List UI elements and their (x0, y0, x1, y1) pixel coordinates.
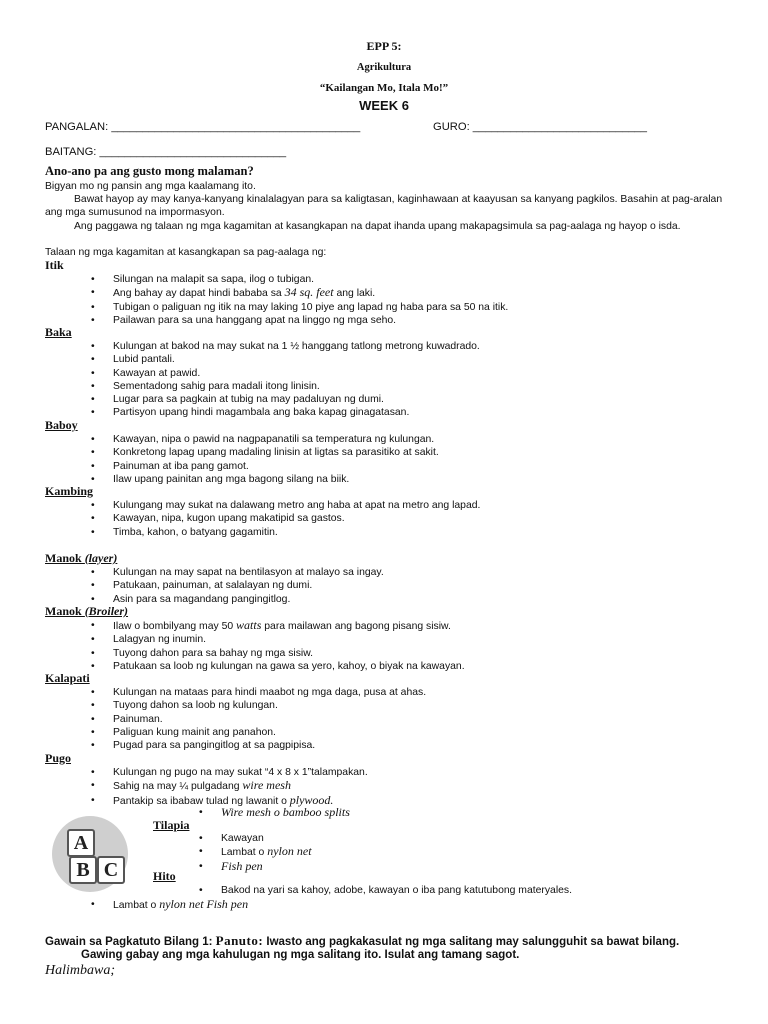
kalapati-list (113, 686, 426, 752)
list-item: • Ilaw upang painitan ang mga bagong silang na biik. (113, 473, 439, 486)
section-manok-layer-title: Manok (layer) (45, 551, 118, 565)
list-item: • Wire mesh o bamboo splits (221, 806, 350, 820)
list-item: • Sahig na may ¼ pulgadang wire mesh (113, 779, 368, 793)
list-item: • Lubid pantali. (113, 353, 480, 366)
block-b: B (69, 856, 97, 884)
abc-blocks-icon (52, 816, 128, 892)
list-item: • Ang bahay ay dapat hindi bababa sa 34 sq. feet ang laki. (113, 286, 508, 300)
list-item: • Tuyong dahon para sa bahay ng mga sisiw. (113, 647, 465, 660)
section-kambing-title: Kambing (45, 484, 94, 498)
list-item: • Sementadong sahig para madali itong linisin. (113, 380, 480, 393)
list-item: • Patukaan, painuman, at salalayan ng dumi. (113, 579, 384, 592)
section-baboy-title: Baboy (45, 418, 78, 432)
list-item: • Kawayan, nipa o pawid na nagpapanatili sa temperatura ng kulungan. (113, 433, 439, 446)
list-item: • Lambat o nylon net (221, 845, 312, 859)
list-item: • Partisyon upang hindi magambala ang baka kapag ginagatasan. (113, 406, 480, 419)
section-kalapati-title: Kalapati (45, 671, 90, 685)
section-baka-title: Baka (45, 325, 72, 339)
week-heading: WEEK 6 (359, 98, 409, 113)
list-item: • Ilaw o bombilyang may 50 watts para mailawan ang bagong pisang sisiw. (113, 619, 465, 633)
block-a: A (67, 829, 95, 857)
section-manok-broiler-title: Manok (Broiler) (45, 604, 129, 618)
list-item: • Kulungan na may sapat na bentilasyon at malayo sa ingay. (113, 566, 384, 579)
list-item: • Kulungan ng pugo na may sukat “4 x 8 x 1”talampakan. (113, 766, 368, 779)
list-item: • Fish pen (221, 860, 312, 874)
list-item: • Asin para sa magandang pangingitlog. (113, 593, 384, 606)
list-title: Talaan ng mga kagamitan at kasangkapan sa pag-aalaga ng: (45, 247, 327, 258)
list-item: • Tuyong dahon sa loob ng kulungan. (113, 699, 426, 712)
example-label: Halimbawa; (45, 963, 115, 978)
list-item: • Kulungan na mataas para hindi maabot ng mga daga, pusa at ahas. (113, 686, 426, 699)
manok-layer-list (113, 566, 384, 606)
list-item: • Konkretong lapag upang madaling linisin at ligtas sa parasitiko at sakit. (113, 446, 439, 459)
list-item: • Lugar para sa pagkain at tubig na may padaluyan ng dumi. (113, 393, 480, 406)
section-tilapia-title: Tilapia (153, 818, 190, 832)
intro-question: Ano-ano pa ang gusto mong malaman? (45, 164, 254, 178)
list-item: • Painuman at iba pang gamot. (113, 460, 439, 473)
list-item: • Patukaan sa loob ng kulungan na gawa sa yero, kahoy, o biyak na kawayan. (113, 660, 465, 673)
section-hito-title: Hito (153, 869, 176, 883)
hito-list-2 (113, 898, 248, 913)
intro-paragraph-1: Bawat hayop ay may kanya-kanyang kinalalagyan para sa kaligtasan, kaginhawaan at kaayusan sa kanyang pagkilos. Basahin at pag-aralan ang mga sumusunod na impormasyon. (45, 194, 723, 219)
itik-list (113, 273, 508, 327)
list-item: • Kawayan, nipa, kugon upang makatipid sa gastos. (113, 512, 480, 525)
intro-line: Bigyan mo ng pansin ang mga kaalamang ito. (45, 181, 256, 192)
manok-broiler-list (113, 619, 465, 673)
baka-list (113, 340, 480, 420)
list-item: • Kawayan (221, 832, 312, 845)
grade-field[interactable]: BAITANG: ______________________________ (45, 146, 287, 158)
baboy-list (113, 433, 439, 486)
section-pugo-title: Pugo (45, 751, 72, 765)
intro-paragraph-2: Ang paggawa ng talaan ng mga kagamitan at kasangkapan na dapat ihanda upang makapagsimula sa pag-aalaga ng hayop o isda. (74, 221, 681, 232)
list-item: • Kulungan at bakod na may sukat na 1 ½ hanggang tatlong metrong kuwadrado. (113, 340, 480, 353)
kambing-list (113, 499, 480, 539)
block-c: C (97, 856, 125, 884)
list-item: • Tubigan o paliguan ng itik na may laking 10 piye ang lapad ng haba para sa 50 na itik. (113, 301, 508, 314)
subtitle-heading: “Kailangan Mo, Itala Mo!” (319, 82, 449, 94)
list-item: • Timba, kahon, o batyang gagamitin. (113, 526, 480, 539)
subject-heading: EPP 5: (366, 39, 402, 53)
activity-heading: Gawain sa Pagkatuto Bilang 1: Panuto: Iwasto ang pagkakasulat ng mga salitang may salungguhit sa bawat bilang. (45, 933, 680, 948)
list-item: • Painuman. (113, 713, 426, 726)
list-item: • Kulungang may sukat na dalawang metro ang haba at apat na metro ang lapad. (113, 499, 480, 512)
tilapia-list (221, 832, 312, 874)
list-item: • Pugad para sa pangingitlog at sa pagpipisa. (113, 739, 426, 752)
list-item: • Kawayan at pawid. (113, 367, 480, 380)
name-field[interactable]: PANGALAN: ________________________________________ (45, 121, 361, 133)
list-item: • Pailawan para sa una hanggang apat na linggo ng mga seho. (113, 314, 508, 327)
list-item: • Lalagyan ng inumin. (113, 633, 465, 646)
pugo-list (113, 766, 368, 808)
topic-heading: Agrikultura (356, 62, 412, 73)
hito-list (221, 884, 572, 897)
pugo-sublist (221, 806, 350, 820)
list-item: • Lambat o nylon net Fish pen (113, 898, 248, 913)
list-item: • Pantakip sa ibabaw tulad ng lawanit o plywood. (113, 794, 368, 808)
activity-instruction: Gawing gabay ang mga kahulugan ng mga salitang ito. Isulat ang tamang sagot. (81, 949, 520, 961)
list-item: • Bakod na yari sa kahoy, adobe, kawayan o iba pang katutubong materyales. (221, 884, 572, 897)
list-item: • Silungan na malapit sa sapa, ilog o tubigan. (113, 273, 508, 286)
list-item: • Paliguan kung mainit ang panahon. (113, 726, 426, 739)
teacher-field[interactable]: GURO: ____________________________ (433, 121, 647, 133)
section-itik-title: Itik (45, 258, 64, 272)
